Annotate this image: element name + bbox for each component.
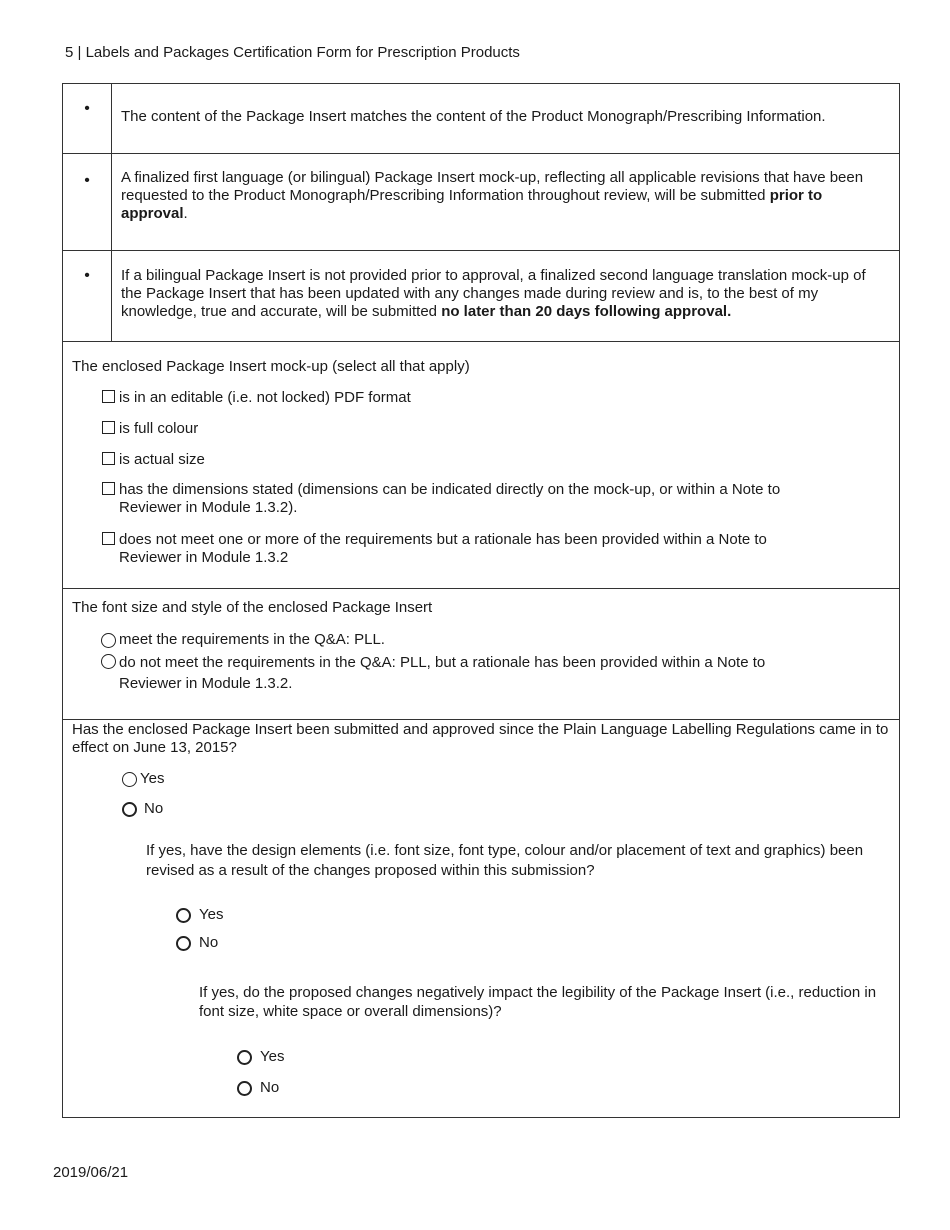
radio-option-no[interactable]: No	[122, 800, 163, 818]
page-header: 5 | Labels and Packages Certification Form for Prescription Products	[65, 44, 520, 61]
bullet-row	[63, 154, 899, 251]
radio-option[interactable]: meet the requirements in the Q&A: PLL.	[101, 631, 801, 649]
radio-button[interactable]	[122, 802, 137, 817]
checkbox-option[interactable]: is full colour	[102, 420, 802, 438]
footer-date: 2019/06/21	[53, 1164, 129, 1181]
checkbox[interactable]	[102, 452, 115, 465]
radio-button[interactable]	[237, 1081, 252, 1096]
bullet-text: A finalized first language (or bilingual) Package Insert mock-up, reflecting all applicable revisions that have been requested to the Product Monograph/Prescribing Information throughout review, will be submitted prior to approval.	[121, 169, 864, 222]
checkbox-option[interactable]: is in an editable (i.e. not locked) PDF format	[102, 389, 802, 407]
design-question: If yes, have the design elements (i.e. font size, font type, colour and/or placement of text and graphics) been revised as a result of the changes proposed within this submission?	[146, 842, 864, 879]
mockup-question: The enclosed Package Insert mock-up (select all that apply)	[72, 358, 470, 375]
radio-button[interactable]	[101, 654, 116, 669]
approval-section	[63, 720, 899, 1117]
checkbox-option[interactable]: has the dimensions stated (dimensions can be indicated directly on the mock-up, or within a Note to Reviewer in Module 1.3.2).	[102, 481, 822, 517]
certification-form	[62, 83, 900, 1118]
radio-option-no[interactable]: No	[176, 934, 218, 952]
font-section	[63, 589, 899, 720]
radio-option-yes[interactable]: Yes	[176, 906, 223, 924]
approval-question: Has the enclosed Package Insert been submitted and approved since the Plain Language Labelling Regulations came in to effect on June 13, 2015?	[72, 721, 889, 756]
checkbox-option[interactable]: is actual size	[102, 451, 802, 469]
bullet-marker: •	[63, 251, 112, 341]
font-question: The font size and style of the enclosed Package Insert	[72, 599, 433, 616]
bullet-marker: •	[63, 84, 112, 153]
mockup-section	[63, 342, 899, 589]
checkbox[interactable]	[102, 532, 115, 545]
radio-button[interactable]	[122, 772, 137, 787]
bold-phrase: prior to approval	[121, 187, 823, 222]
bullet-row	[63, 84, 899, 154]
radio-option[interactable]: do not meet the requirements in the Q&A: PLL, but a rationale has been provided within a Note to Reviewer in Module 1.3.2.	[101, 652, 791, 694]
radio-button[interactable]	[237, 1050, 252, 1065]
checkbox-option[interactable]: does not meet one or more of the requirements but a rationale has been provided within a Note to Reviewer in Module 1.3.2	[102, 531, 822, 567]
checkbox[interactable]	[102, 482, 115, 495]
radio-option-yes[interactable]: Yes	[237, 1048, 284, 1066]
bullet-text: If a bilingual Package Insert is not provided prior to approval, a finalized second language translation mock-up of the Package Insert that has been updated with any changes made during review and is, to the best of my knowledge, true and accurate, will be submitted no later than 20 days following approval.	[121, 267, 866, 320]
radio-option-yes[interactable]: Yes	[122, 770, 164, 788]
legibility-question: If yes, do the proposed changes negatively impact the legibility of the Package Insert (i.e., reduction in font size, white space or overall dimensions)?	[199, 984, 877, 1020]
checkbox[interactable]	[102, 421, 115, 434]
radio-option-no[interactable]: No	[237, 1079, 279, 1097]
radio-button[interactable]	[176, 908, 191, 923]
radio-button[interactable]	[101, 633, 116, 648]
bullet-marker: •	[63, 154, 112, 250]
bold-phrase: no later than 20 days following approval.	[441, 303, 732, 320]
bullet-row	[63, 251, 899, 342]
radio-button[interactable]	[176, 936, 191, 951]
bullet-text: The content of the Package Insert matches the content of the Product Monograph/Prescribing Information.	[121, 108, 826, 125]
checkbox[interactable]	[102, 390, 115, 403]
